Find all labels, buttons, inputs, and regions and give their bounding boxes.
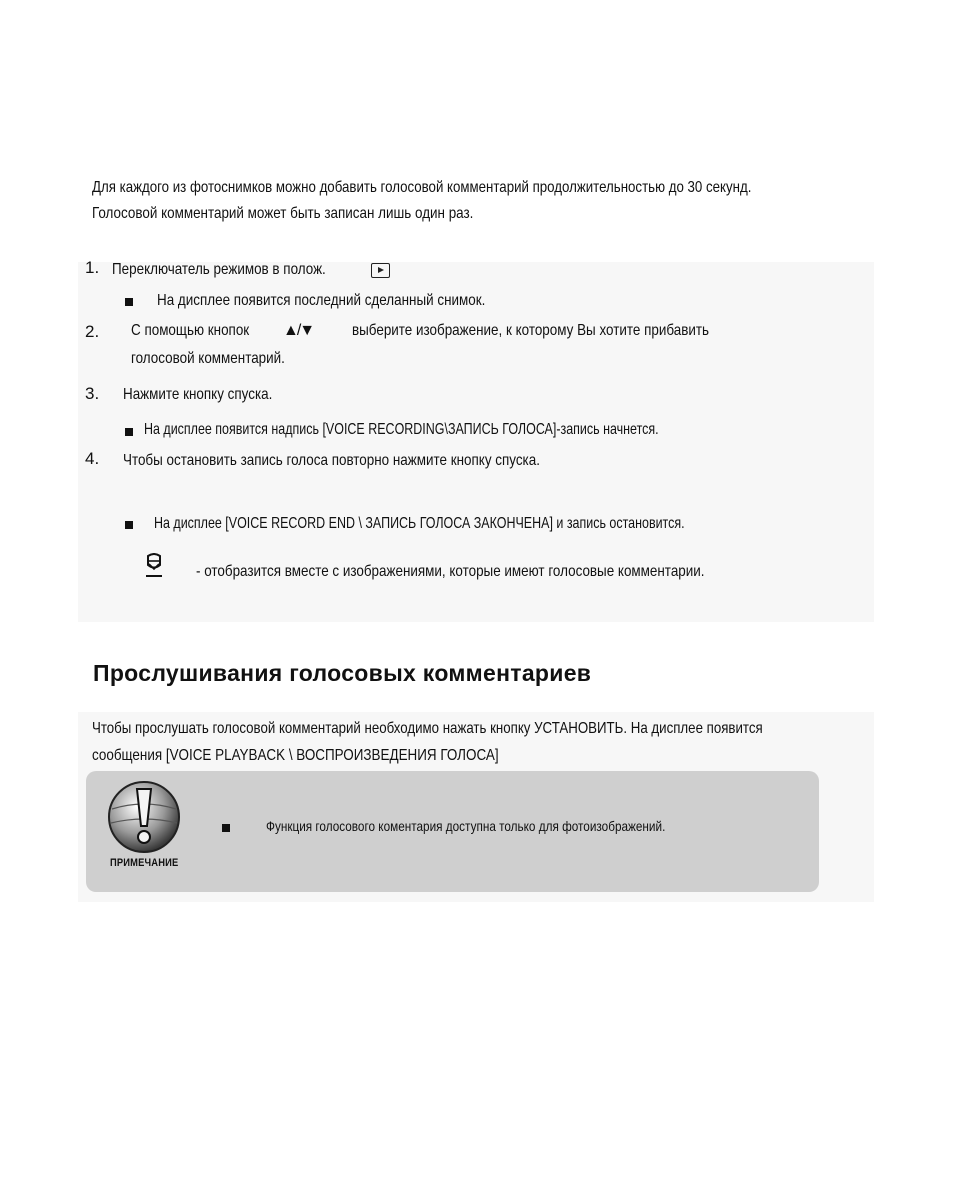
step-number-3: 3. [85, 384, 100, 403]
voice-icon-note: - отобразится вместе с изображениями, которые имеют голосовые комментарии. [196, 563, 705, 580]
section-heading: Прослушивания голосовых комментариев [93, 660, 592, 686]
step-2-text-after: выберите изображение, к которому Вы хотите прибавить [352, 322, 710, 339]
up-down-arrows-icon: ▲/▼ [283, 322, 314, 339]
voice-memo-icon [144, 553, 164, 579]
section-para-line-2: сообщения [VOICE PLAYBACK \ ВОСПРОИЗВЕДЕНИЯ ГОЛОСА] [92, 747, 499, 764]
step-number-4: 4. [85, 449, 100, 468]
note-text: Функция голосового коментария доступна только для фотоизображений. [266, 818, 666, 834]
step-3-bullet: На дисплее появится надпись [VOICE RECORDING\ЗАПИСЬ ГОЛОСА]-запись начнется. [144, 421, 659, 438]
step-2-text-before: С помощью кнопок [131, 322, 250, 339]
step-2-text-line2: голосовой комментарий. [131, 350, 285, 367]
playback-mode-icon [371, 263, 390, 278]
step-number-1: 1. [85, 258, 100, 277]
section-para-line-1: Чтобы прослушать голосовой комментарий необходимо нажать кнопку УСТАНОВИТЬ. На дисплее появится [92, 720, 763, 737]
intro-line-2: Голосовой комментарий может быть записан лишь один раз. [92, 205, 474, 222]
intro-line-1: Для каждого из фотоснимков можно добавить голосовой комментарий продолжительностью до 30 секунд. [92, 179, 752, 196]
note-box [86, 771, 819, 892]
step-1-bullet: На дисплее появится последний сделанный снимок. [157, 292, 486, 309]
bullet-marker [125, 521, 133, 529]
step-1-text: Переключатель режимов в полож. [112, 261, 326, 278]
step-number-2: 2. [85, 322, 100, 341]
note-label: ПРИМЕЧАНИЕ [110, 857, 179, 869]
bullet-marker [222, 824, 230, 832]
step-4-bullet: На дисплее [VOICE RECORD END \ ЗАПИСЬ ГОЛОСА ЗАКОНЧЕНА] и запись остановится. [154, 515, 685, 532]
exclamation-icon [106, 779, 182, 855]
bullet-marker [125, 428, 133, 436]
step-4-text: Чтобы остановить запись голоса повторно нажмите кнопку спуска. [123, 452, 540, 469]
bullet-marker [125, 298, 133, 306]
step-3-text: Нажмите кнопку спуска. [123, 386, 273, 403]
